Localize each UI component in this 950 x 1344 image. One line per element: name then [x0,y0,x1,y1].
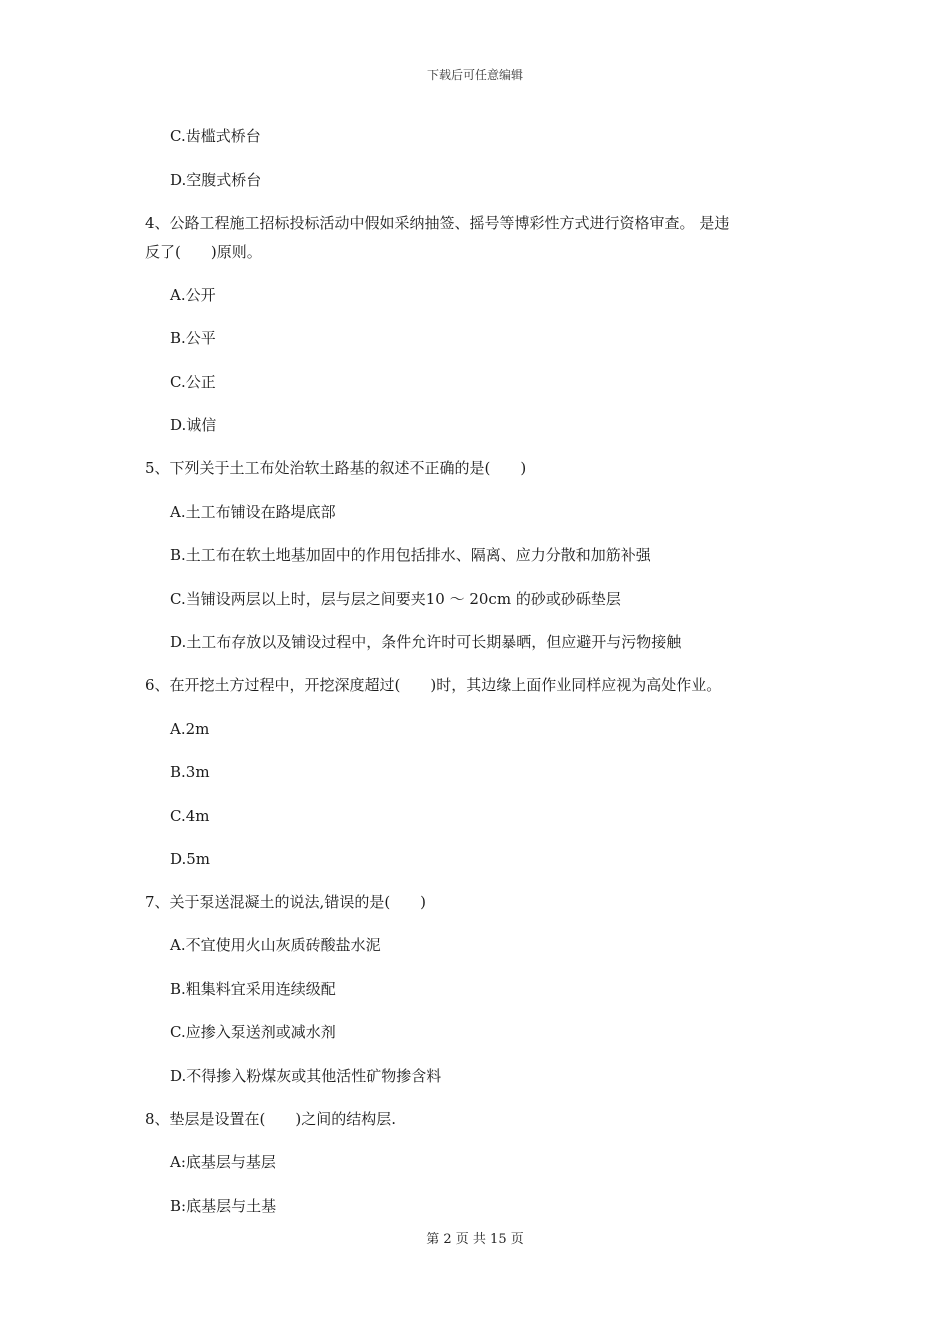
question-4-continuation: 反了( )原则。 [145,243,262,261]
option-5d: D.土工布存放以及铺设过程中，条件允许时可长期暴晒，但应避开与污物接触 [170,633,682,651]
question-5: 5、下列关于土工布处治软土路基的叙述不正确的是( ) [145,459,527,477]
option-3c: C.齿槛式桥台 [170,127,261,145]
option-7d: D.不得掺入粉煤灰或其他活性矿物掺含料 [170,1067,442,1085]
option-8b: B:底基层与土基 [170,1197,277,1215]
option-4b: B.公平 [170,329,216,347]
option-7a: A.不宜使用火山灰质砖酸盐水泥 [170,936,381,954]
option-6d: D.5m [170,850,211,868]
question-6: 6、在开挖土方过程中，开挖深度超过( )时，其边缘上面作业同样应视为高处作业。 [145,676,722,694]
option-7c: C.应掺入泵送剂或减水剂 [170,1023,336,1041]
option-5c: C.当铺设两层以上时，层与层之间要夹10 ～ 20cm 的砂或砂砾垫层 [170,590,621,608]
option-8a: A:底基层与基层 [170,1153,276,1171]
question-8: 8、垫层是设置在( )之间的结构层. [145,1110,397,1128]
option-5b: B.土工布在软土地基加固中的作用包括排水、隔离、应力分散和加筋补强 [170,546,651,564]
option-6c: C.4m [170,807,210,825]
question-4: 4、公路工程施工招标投标活动中假如采纳抽签、摇号等博彩性方式进行资格审查。 是违 [145,214,730,232]
option-4c: C.公正 [170,373,216,391]
option-6b: B.3m [170,763,210,781]
page-header: 下载后可任意编辑 [426,68,523,82]
option-5a: A.土工布铺设在路堤底部 [170,503,336,521]
option-4a: A.公开 [170,286,216,304]
option-6a: A.2m [170,720,210,738]
option-3d: D.空腹式桥台 [170,171,262,189]
option-4d: D.诚信 [170,416,217,434]
page-footer: 第 2 页 共 15 页 [426,1232,524,1247]
option-7b: B.粗集料宜采用连续级配 [170,980,336,998]
question-7: 7、关于泵送混凝土的说法,错误的是( ) [145,893,427,911]
